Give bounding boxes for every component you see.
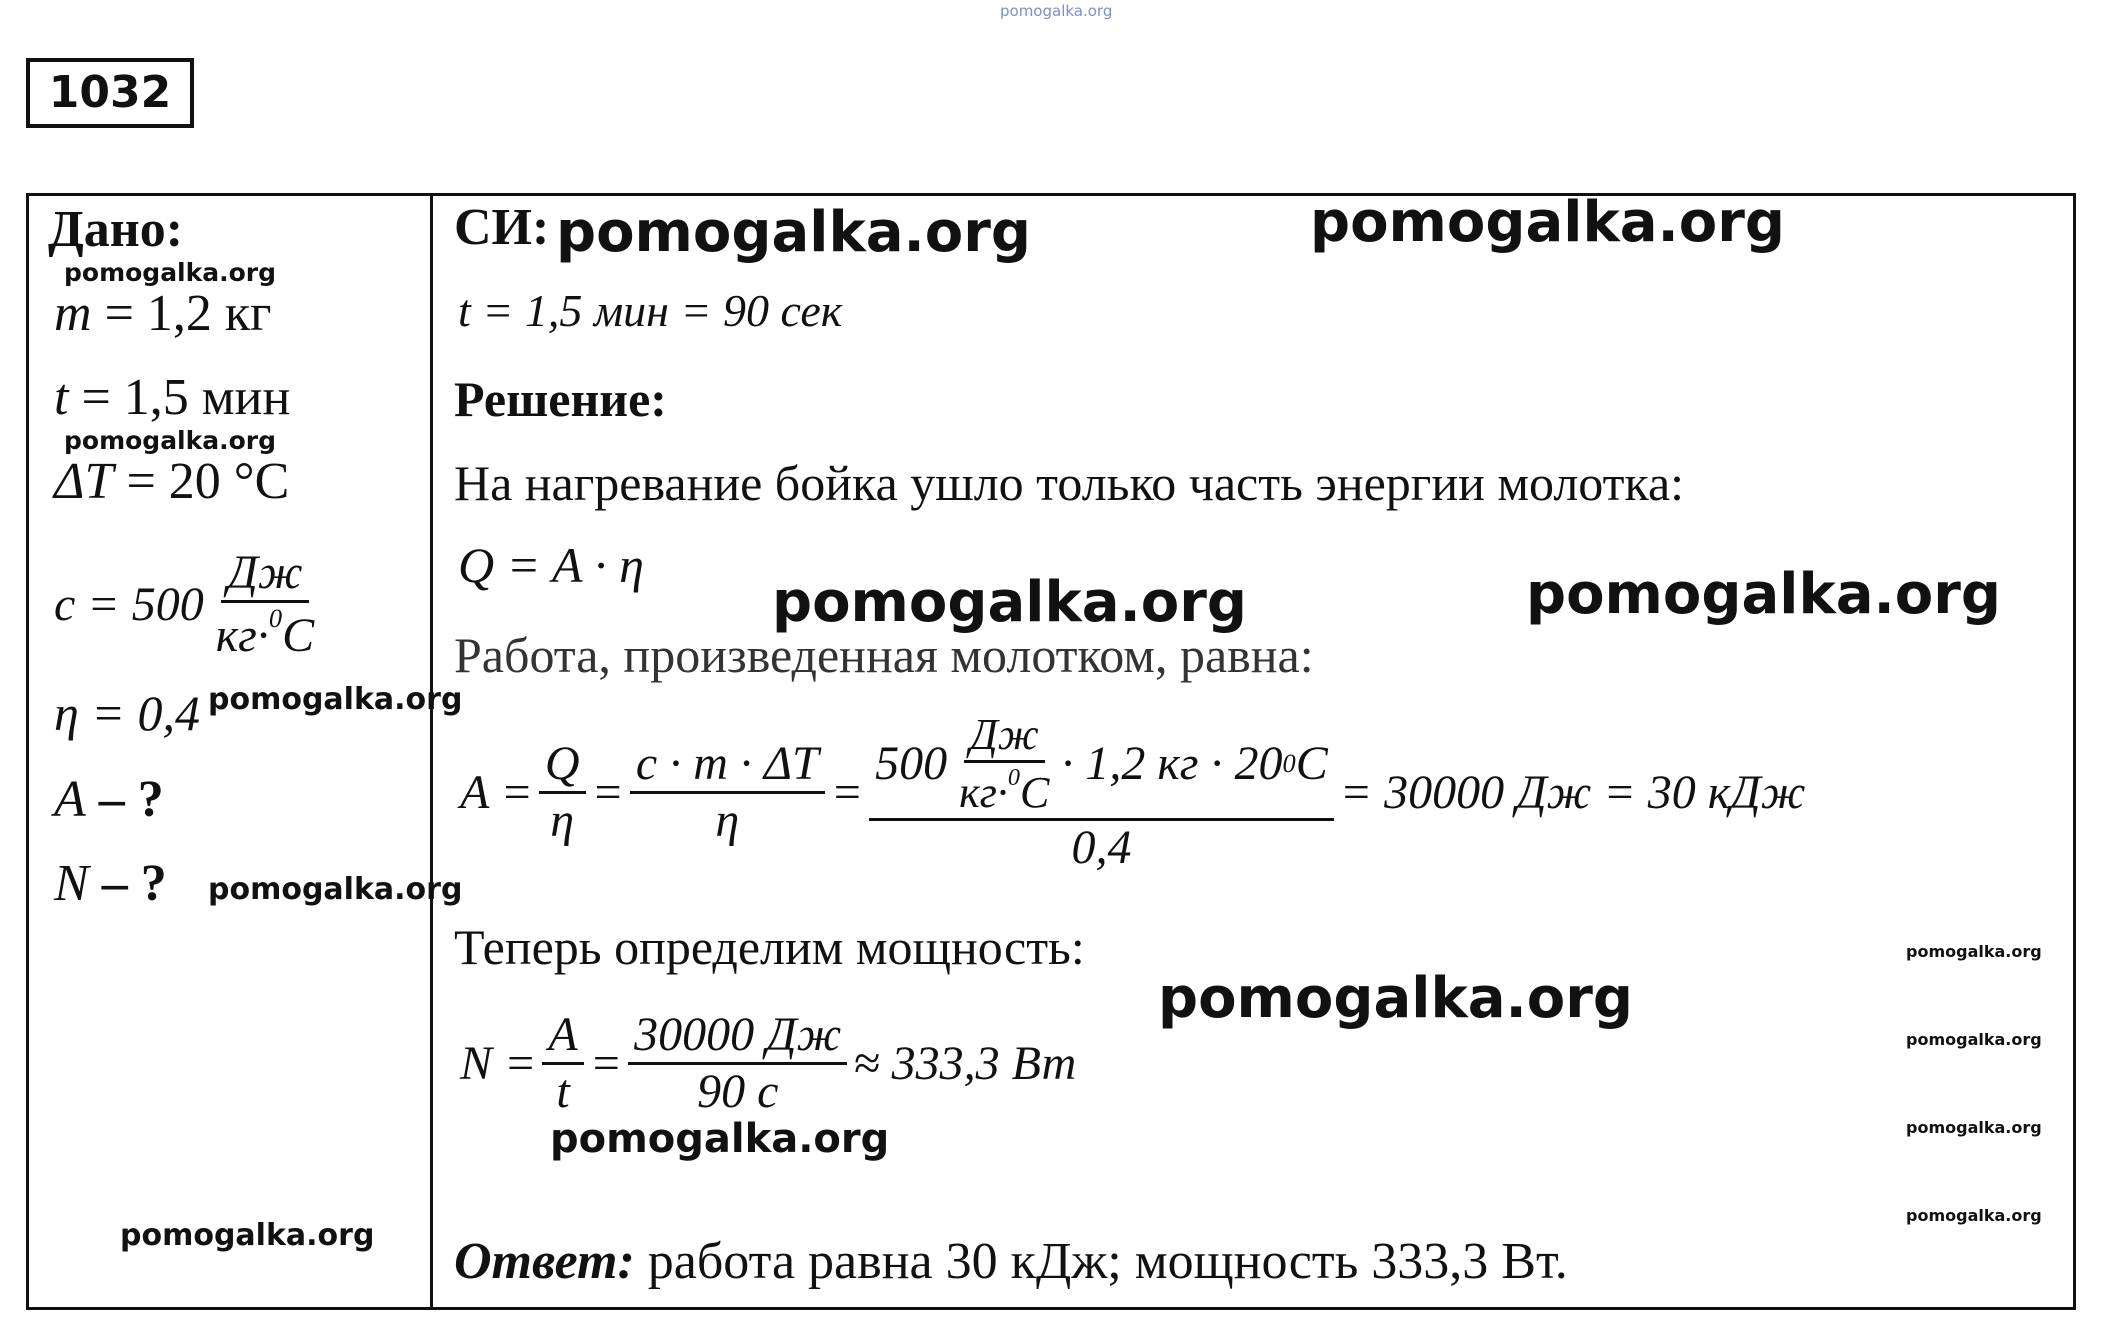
work-unknown: – ?	[85, 771, 164, 828]
solution-text-3: Теперь определим мощность:	[454, 919, 1085, 975]
si-conversion: t = 1,5 мин = 90 сек	[458, 285, 843, 336]
formula-work: A = $\frac{Q}{\eta}$ = $\frac{c \cdot m \cdot \Delta T}{\eta}$ = 500 $\frac{Дж}{кг\cdot^0C}$ · 1,2 кг · 20 0 C 0,4 = 30000 Дж = 30 кДж	[460, 710, 1806, 875]
solution-header: Решение:	[454, 371, 667, 427]
time-value: = 1,5 мин	[68, 369, 291, 426]
watermark: pomogalka.org	[1906, 1206, 2042, 1225]
answer-label: Ответ:	[454, 1233, 635, 1290]
watermark: pomogalka.org	[208, 682, 463, 717]
heat-capacity-lhs: c = 500	[54, 578, 204, 632]
watermark: pomogalka.org	[1526, 562, 2001, 627]
problem-number: 1032	[26, 58, 194, 128]
power-lhs: N =	[460, 1037, 537, 1091]
power-unknown: – ?	[88, 855, 167, 912]
heat-capacity-unit	[210, 548, 320, 662]
work-lhs: A =	[460, 766, 533, 820]
power-result: ≈ 333,3 Вт	[853, 1037, 1077, 1091]
numeric-fraction: 500 $\frac{Дж}{кг\cdot^0C}$ · 1,2 кг · 20 0 C 0,4	[869, 712, 1334, 874]
solution-text-1: На нагревание бойка ушло только часть энергии молотка:	[454, 455, 1685, 511]
delta-t-value: = 20 °C	[113, 453, 290, 510]
given-heat-capacity	[54, 548, 326, 662]
find-work	[54, 770, 164, 829]
watermark: pomogalka.org	[1906, 1030, 2042, 1049]
watermark: pomogalka.org	[120, 1218, 375, 1253]
watermark: pomogalka.org	[556, 200, 1031, 265]
watermark: pomogalka.org	[1310, 190, 1785, 255]
column-divider	[430, 193, 433, 1310]
given-time	[54, 368, 290, 427]
given-mass	[54, 284, 271, 343]
watermark: pomogalka.org	[1158, 966, 1633, 1031]
watermark: pomogalka.org	[772, 570, 1247, 635]
a-over-t: $\frac{A}{t}$	[542, 1010, 583, 1118]
given-efficiency: η = 0,4	[54, 685, 201, 741]
solution-text-2: Работа, произведенная молотком, равна:	[454, 627, 1314, 683]
delta-t-symbol: ΔT	[54, 453, 114, 510]
unit-denominator: кг·$^0$C	[215, 603, 315, 663]
find-power	[54, 854, 167, 913]
time-symbol: t	[54, 369, 69, 426]
answer-text: работа равна 30 кДж; мощность 333,3 Вт.	[634, 1233, 1568, 1290]
mass-value: = 1,2 кг	[91, 285, 272, 342]
si-header: СИ:	[454, 199, 550, 256]
numeric-power-fraction: $\frac{30000 Дж}{90 с}$	[628, 1010, 847, 1118]
given-delta-t	[54, 452, 289, 511]
given-header: Дано:	[48, 201, 184, 258]
watermark-top: pomogalka.org	[1000, 2, 1113, 20]
formula-heat: Q = A · η	[458, 537, 644, 593]
power-symbol: N	[54, 855, 89, 912]
watermark: pomogalka.org	[64, 258, 277, 287]
q-over-eta: $\frac{Q}{\eta}$	[539, 739, 586, 847]
watermark: pomogalka.org	[1906, 942, 2042, 961]
watermark: pomogalka.org	[550, 1116, 890, 1162]
mass-symbol: m	[54, 285, 92, 342]
answer-line	[454, 1232, 1568, 1291]
watermark: pomogalka.org	[208, 872, 463, 907]
watermark: pomogalka.org	[1906, 1118, 2042, 1137]
unit-numerator: Дж	[221, 548, 308, 603]
work-result: = 30000 Дж = 30 кДж	[1339, 766, 1806, 820]
formula-power: N = $\frac{A}{t}$ = $\frac{30000 Дж}{90 с}$ ≈ 333,3 Вт	[460, 1008, 1077, 1119]
watermark: pomogalka.org	[64, 426, 277, 455]
cmdt-over-eta: $\frac{c \cdot m \cdot \Delta T}{\eta}$	[630, 739, 825, 847]
work-symbol: A	[54, 771, 86, 828]
